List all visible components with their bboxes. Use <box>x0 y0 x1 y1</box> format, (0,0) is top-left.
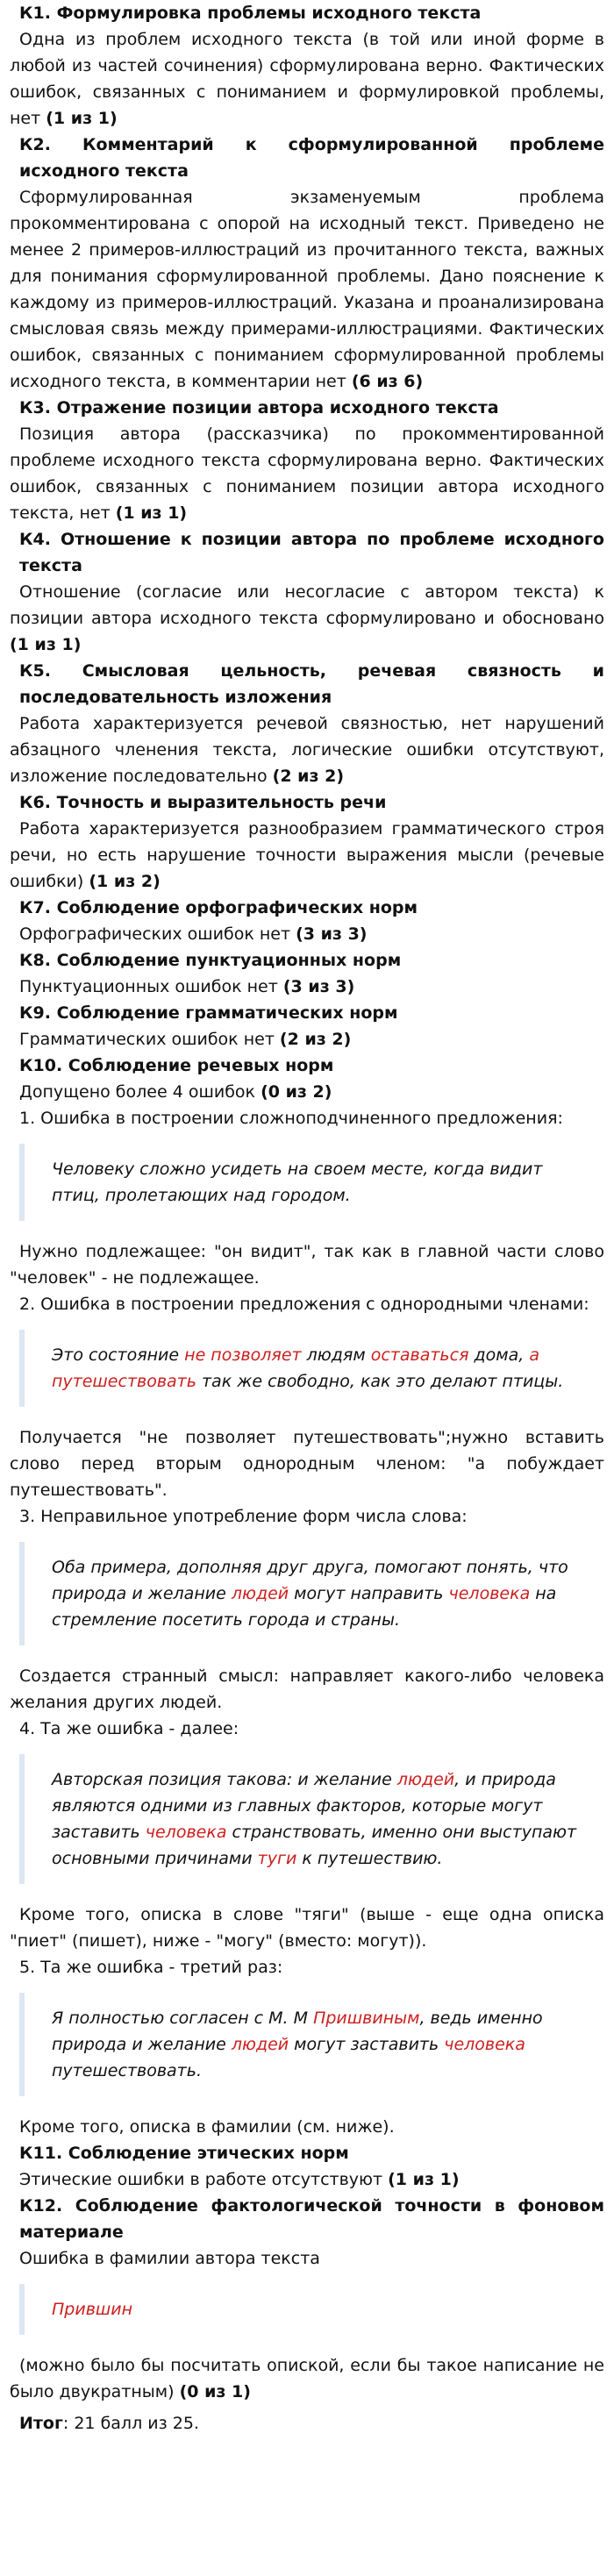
criterion-k3-score: (1 из 1) <box>115 503 188 523</box>
error-5-note: Кроме того, описка в фамилии (см. ниже). <box>19 2117 395 2137</box>
k12-quote <box>19 2284 604 2335</box>
criterion-k11-title: К11. Соблюдение этических норм <box>19 2144 349 2163</box>
criterion-k2-score: (6 из 6) <box>351 372 424 391</box>
criterion-k1-title: К1. Формулировка проблемы исходного текста <box>19 4 482 23</box>
error-1-label: 1. Ошибка в построении сложноподчиненного предложения: <box>19 1109 563 1128</box>
error-highlight: человека <box>145 1823 227 1842</box>
total-score <box>10 2410 604 2437</box>
criterion-k6-title: К6. Точность и выразительность речи <box>19 793 387 812</box>
error-4-quote: Авторская позиция такова: и желание людей, и природа являются одними из главных факторов, которые могут заставить человека странствовать, именно они выступают основными причинами туги к путешествию. <box>19 1754 604 1884</box>
error-highlight: оставаться <box>370 1345 469 1365</box>
criterion-k10-score: (0 из 2) <box>261 1082 332 1102</box>
criterion-k11-text: Этические ошибки в работе отсутствуют (1 из 1) <box>19 2170 460 2189</box>
criterion-k7-score: (3 из 3) <box>296 924 368 944</box>
criterion-k6-text: Работа характеризуется разнообразием грамматического строя речи, но есть нарушение точности выражения мысли (речевые ошибки) (1 из 2) <box>10 819 604 891</box>
error-5-quote: Я полностью согласен с М. М Пришвиным, ведь именно природа и желание людей могут заставить человека путешествовать. <box>19 1993 604 2096</box>
criterion-k10-text: Допущено более 4 ошибок (0 из 2) <box>19 1082 332 1102</box>
error-highlight: Пришвиным <box>313 2009 420 2028</box>
error-3-label: 3. Неправильное употребление форм числа слова: <box>19 1507 468 1526</box>
criterion-k4-title: К4. Отношение к позиции автора по проблеме исходного текста <box>19 530 604 575</box>
error-2-label: 2. Ошибка в построении предложения с однородными членами: <box>19 1295 589 1314</box>
error-4-label: 4. Та же ошибка - далее: <box>19 1719 239 1738</box>
error-highlight: людей <box>231 2035 289 2054</box>
criterion-k2-title: К2. Комментарий к сформулированной проблеме исходного текста <box>19 135 604 181</box>
criterion-k9-text: Грамматических ошибок нет (2 из 2) <box>19 1030 352 1049</box>
criterion-k8-title: К8. Соблюдение пунктуационных норм <box>19 951 402 970</box>
criterion-k12-note: (можно было бы посчитать опиской, если бы такое написание не было двукратным) (0 из 1) <box>10 2356 604 2401</box>
error-3-note: Создается странный смысл: направляет какого-либо человека желания других людей. <box>10 1666 604 1712</box>
error-highlight: не позволяет <box>184 1345 302 1365</box>
criterion-k9-title: К9. Соблюдение грамматических норм <box>19 1003 398 1023</box>
criterion-k12-text: Ошибка в фамилии автора текста <box>19 2249 320 2268</box>
criterion-k6-score: (1 из 2) <box>89 872 161 891</box>
criterion-k4-text: Отношение (согласие или несогласие с автором текста) к позиции автора исходного текста сформулировано и обосновано (1 из 1) <box>10 582 604 654</box>
criterion-k11-score: (1 из 1) <box>388 2170 460 2189</box>
criterion-k5-score: (2 из 2) <box>272 767 345 786</box>
criterion-k1-text: Одна из проблем исходного текста (в той или иной форме в любой из частей сочинения) сформулирована верно. Фактических ошибок, связанных с пониманием и формулировкой проблемы, нет (1 из 1) <box>10 30 604 128</box>
criterion-k8-text: Пунктуационных ошибок нет (3 из 3) <box>19 977 355 996</box>
error-4-note: Кроме того, описка в слове "тяги" (выше - еще одна описка "пиет" (пишет), ниже - "могу" (вместо: могут)). <box>10 1905 604 1951</box>
error-highlight: человека <box>444 2035 525 2054</box>
error-highlight: а путешествовать <box>52 1345 540 1391</box>
criterion-k4-score: (1 из 1) <box>10 635 82 654</box>
criterion-k5-text: Работа характеризуется речевой связностью, нет нарушений абзацного членения текста, логические ошибки отсутствуют, изложение последовательно (2 из 2) <box>10 714 604 786</box>
criterion-k1-score: (1 из 1) <box>46 109 118 128</box>
error-highlight: туги <box>257 1849 297 1868</box>
error-highlight: людей <box>396 1770 455 1789</box>
criterion-k12-title: К12. Соблюдение фактологической точности в фоновом материале <box>19 2196 604 2242</box>
error-3-quote: Оба примера, дополняя друг друга, помогают понять, что природа и желание людей могут направить человека на стремление посетить города и страны. <box>19 1542 604 1645</box>
error-5-label: 5. Та же ошибка - третий раз: <box>19 1958 283 1977</box>
total-label: Итог <box>19 2414 63 2433</box>
criterion-k10-title: К10. Соблюдение речевых норм <box>19 1056 334 1075</box>
criterion-k5-title: К5. Смысловая цельность, речевая связность и последовательность изложения <box>19 661 604 707</box>
criterion-k3-title: К3. Отражение позиции автора исходного текста <box>19 398 499 417</box>
error-2-quote: Это состояние не позволяет людям оставаться дома, а путешествовать так же свободно, как это делают птицы. <box>19 1330 604 1407</box>
criterion-k12-score: (0 из 1) <box>179 2382 251 2401</box>
criterion-k3-text: Позиция автора (рассказчика) по прокомментированной проблеме исходного текста сформулирована верно. Фактических ошибок, связанных с пониманием позиции автора исходного текста, нет (1 из 1) <box>10 425 604 523</box>
error-highlight: людей <box>231 1584 289 1603</box>
error-highlight: человека <box>448 1584 531 1603</box>
criterion-k9-score: (2 из 2) <box>279 1030 352 1049</box>
criterion-k8-score: (3 из 3) <box>282 977 355 996</box>
criterion-k7-text: Орфографических ошибок нет (3 из 3) <box>19 924 368 944</box>
error-2-note: Получается "не позволяет путешествовать";нужно вставить слово перед вторым однородным членом: "а побуждает путешествовать". <box>10 1428 604 1500</box>
total-value: : 21 балл из 25. <box>62 2414 199 2433</box>
criterion-k2-text: Сформулированная экзаменуемым проблема прокомментирована с опорой на исходный текст. Приведено не менее 2 примеров-иллюстраций из прочитанного текста, важных для понимания сформулированной проблемы. Дано пояснение к каждому из примеров-иллюстраций. Указана и проанализирована смысловая связь между примерами-иллюстрациями. Фактических ошибок, связанных с пониманием сформулированной проблемы исходного текста, в комментарии нет (6 из 6) <box>10 188 604 391</box>
error-1-note: Нужно подлежащее: "он видит", так как в главной части слово "человек" - не подлежащее. <box>10 1242 604 1288</box>
error-1-quote: Человеку сложно усидеть на своем месте, когда видит птиц, пролетающих над городом. <box>19 1144 604 1221</box>
criterion-k7-title: К7. Соблюдение орфографических норм <box>19 898 418 917</box>
error-highlight: Прившин <box>52 2300 133 2319</box>
